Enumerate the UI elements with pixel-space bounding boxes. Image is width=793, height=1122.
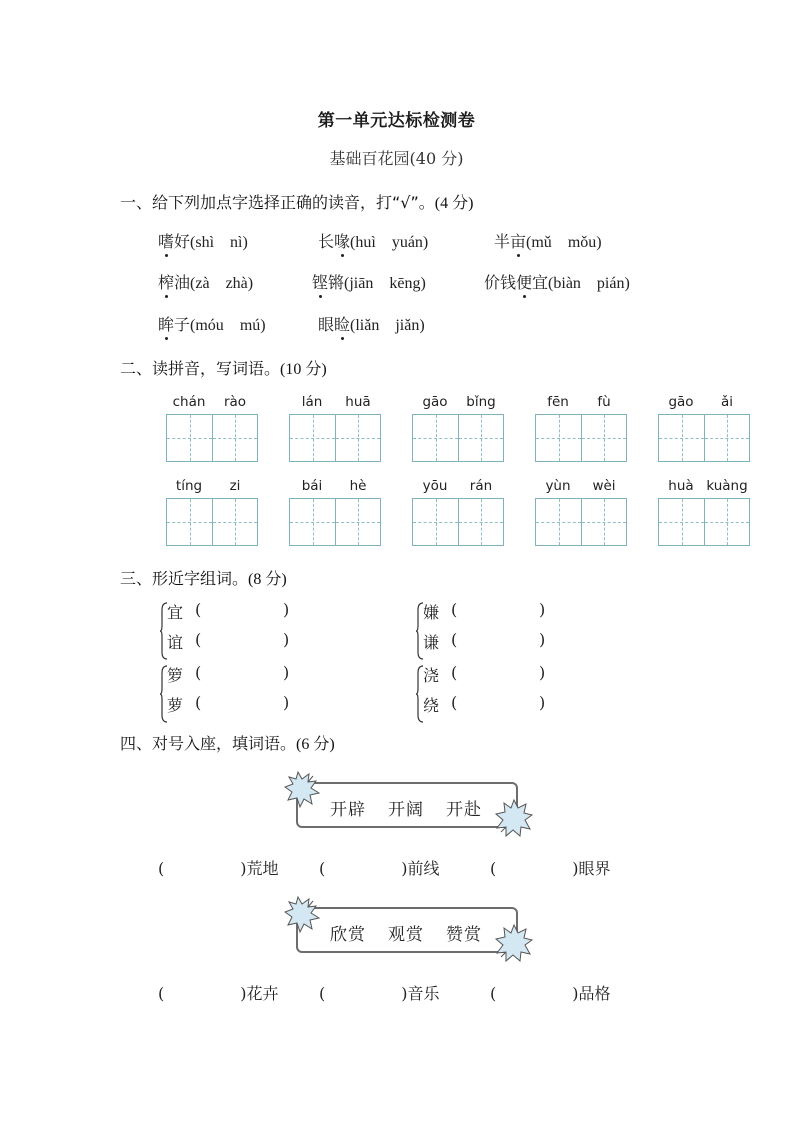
- dotted-char: 睑: [334, 312, 350, 335]
- write-cell[interactable]: [212, 415, 257, 461]
- q3-heading: [120, 566, 287, 589]
- char-row[interactable]: 箩 ( ): [167, 663, 290, 685]
- pinyin-label: yùn wèi: [545, 478, 616, 494]
- pinyin-label: gāo ǎi: [668, 394, 734, 410]
- word-bank-banner-1: [284, 770, 534, 840]
- target-word: 品格: [578, 984, 611, 1003]
- pinyin-label: tíng zi: [175, 478, 241, 494]
- char-group-4: [416, 663, 616, 725]
- char-group-2: [416, 600, 616, 662]
- write-cell[interactable]: [581, 499, 626, 545]
- pinyin-label: huà kuàng: [668, 478, 748, 494]
- write-cell[interactable]: [413, 415, 458, 461]
- char: 浇: [423, 666, 440, 685]
- char-row[interactable]: 浇 ( ): [423, 663, 546, 685]
- write-cell[interactable]: [212, 499, 257, 545]
- char: 谦: [423, 633, 440, 652]
- char: 萝: [167, 696, 184, 715]
- bank-word: 赞赏: [446, 925, 482, 945]
- tianzige-grid[interactable]: [535, 498, 627, 546]
- maple-leaf-icon: [494, 923, 534, 963]
- bank-word: 开辟: [330, 800, 366, 820]
- tianzige-grid[interactable]: [658, 414, 750, 462]
- write-cell[interactable]: [536, 415, 581, 461]
- char-row[interactable]: 谊 ( ): [167, 630, 290, 652]
- q1-heading: [120, 190, 473, 213]
- q1-item-6[interactable]: 价钱便宜(biàn pián): [484, 270, 630, 293]
- write-cell[interactable]: [704, 415, 749, 461]
- pinyin-option[interactable]: pián: [596, 275, 625, 292]
- q1-heading-text: 一、给下列加点字选择正确的读音，打“√”。: [120, 193, 435, 212]
- maple-leaf-icon: [494, 798, 534, 838]
- pinyin-option[interactable]: mǔ: [531, 234, 552, 251]
- char: 宜: [167, 603, 184, 622]
- dotted-char: 嗜: [158, 229, 174, 252]
- q2-score: (10 分): [280, 361, 327, 378]
- item-text: 好: [174, 232, 191, 251]
- char-row[interactable]: 绕 ( ): [423, 693, 546, 715]
- banner-words: [330, 795, 504, 820]
- pinyin-option[interactable]: kēng: [389, 275, 421, 292]
- item-text: 长: [318, 232, 335, 251]
- q1-item-5[interactable]: 铿锵(jiān kēng): [312, 270, 426, 293]
- pinyin-option[interactable]: jiǎn: [395, 317, 420, 334]
- q1-item-7[interactable]: 眸子(móu mú): [158, 312, 266, 335]
- write-cell[interactable]: [167, 415, 212, 461]
- pinyin-option[interactable]: nì: [230, 234, 243, 251]
- write-cell[interactable]: [458, 415, 503, 461]
- target-word: 花卉: [246, 984, 279, 1003]
- section-subtitle: 基础百花园(40 分): [329, 149, 464, 168]
- dotted-char: 眸: [158, 312, 174, 335]
- pinyin-label: bái hè: [301, 478, 367, 494]
- pinyin-option[interactable]: biàn: [553, 275, 581, 292]
- item-text: 半: [494, 232, 511, 251]
- fill-blank-5[interactable]: ( )音乐: [319, 984, 440, 1003]
- item-text: 眼: [318, 315, 335, 334]
- tianzige-grid[interactable]: [658, 498, 750, 546]
- write-cell[interactable]: [167, 499, 212, 545]
- tianzige-grid[interactable]: [412, 498, 504, 546]
- write-cell[interactable]: [335, 499, 380, 545]
- dotted-char: 喙: [334, 229, 350, 252]
- target-word: 眼界: [578, 859, 611, 878]
- tianzige-grid[interactable]: [166, 414, 258, 462]
- dotted-char: 榨: [158, 270, 174, 293]
- pinyin-option[interactable]: liǎn: [355, 317, 380, 334]
- item-text: 子: [174, 315, 191, 334]
- maple-leaf-icon: [284, 895, 324, 935]
- target-word: 荒地: [246, 859, 279, 878]
- target-word: 前线: [407, 859, 440, 878]
- dotted-char: 亩: [510, 229, 526, 252]
- q1-item-4[interactable]: 榨油(zà zhà): [158, 270, 253, 293]
- char: 嫌: [423, 603, 440, 622]
- tianzige-grid[interactable]: [535, 414, 627, 462]
- q1-item-8[interactable]: 眼睑(liǎn jiǎn): [318, 312, 425, 335]
- dotted-char: 便: [516, 270, 532, 293]
- char-row[interactable]: 萝 ( ): [167, 693, 290, 715]
- write-cell[interactable]: [536, 499, 581, 545]
- char-group-3: [160, 663, 360, 725]
- char-row[interactable]: 宜 ( ): [167, 600, 290, 622]
- bank-word: 开赴: [446, 800, 482, 820]
- item-text: 价钱: [484, 273, 517, 292]
- dotted-char: 铿: [312, 270, 328, 293]
- page-title: 第一单元达标检测卷: [317, 111, 476, 131]
- pinyin-option[interactable]: jiān: [349, 275, 374, 292]
- q1-item-3[interactable]: 半亩(mǔ mǒu): [494, 229, 602, 252]
- write-cell[interactable]: [659, 499, 704, 545]
- q2-heading: [120, 356, 327, 379]
- pinyin-label: gāo bǐng: [422, 394, 496, 410]
- pinyin-label: lán huā: [301, 394, 371, 410]
- write-cell[interactable]: [659, 415, 704, 461]
- fill-blank-2[interactable]: ( )前线: [319, 859, 440, 878]
- char-row[interactable]: 嫌 ( ): [423, 600, 546, 622]
- char: 谊: [167, 633, 184, 652]
- pinyin-label: chán rào: [172, 394, 247, 410]
- pinyin-option[interactable]: mú: [239, 317, 261, 334]
- item-text: 油: [174, 273, 191, 292]
- write-cell[interactable]: [335, 415, 380, 461]
- fill-blank-3[interactable]: ( )眼界: [490, 859, 611, 878]
- target-word: 音乐: [407, 984, 440, 1003]
- write-cell[interactable]: [458, 499, 503, 545]
- q4-score: (6 分): [296, 736, 335, 753]
- pinyin-option[interactable]: zhà: [225, 275, 248, 292]
- fill-blank-6[interactable]: ( )品格: [490, 984, 611, 1003]
- item-text: 宜: [532, 273, 549, 292]
- tianzige-grid[interactable]: [412, 414, 504, 462]
- q3-score: (8 分): [248, 571, 287, 588]
- fill-blank-1[interactable]: ( )荒地: [158, 859, 279, 878]
- pinyin-option[interactable]: huì: [355, 234, 376, 251]
- char: 箩: [167, 666, 184, 685]
- char: 绕: [423, 696, 440, 715]
- maple-leaf-icon: [284, 770, 324, 810]
- pinyin-option[interactable]: yuán: [391, 234, 423, 251]
- bank-word: 开阔: [388, 800, 424, 820]
- bank-word: 观赏: [388, 925, 424, 945]
- write-cell[interactable]: [704, 499, 749, 545]
- fill-blank-4[interactable]: ( )花卉: [158, 984, 279, 1003]
- write-cell[interactable]: [290, 415, 335, 461]
- q1-item-2[interactable]: 长喙(huì yuán): [318, 229, 428, 252]
- q4-heading-text: 四、对号入座，填词语。: [120, 734, 297, 753]
- tianzige-grid[interactable]: [289, 498, 381, 546]
- tianzige-grid[interactable]: [166, 498, 258, 546]
- write-cell[interactable]: [581, 415, 626, 461]
- write-cell[interactable]: [413, 499, 458, 545]
- pinyin-label: yōu rán: [422, 478, 493, 494]
- tianzige-grid[interactable]: [289, 414, 381, 462]
- q2-heading-text: 二、读拼音，写词语。: [120, 359, 281, 378]
- pinyin-label: fēn fù: [547, 394, 611, 410]
- banner-words: [330, 920, 504, 945]
- pinyin-option[interactable]: zà: [195, 275, 210, 292]
- q1-item-1[interactable]: 嗜好(shì nì): [158, 229, 248, 252]
- pinyin-option[interactable]: shì: [195, 234, 215, 251]
- pinyin-option[interactable]: móu: [195, 317, 224, 334]
- write-cell[interactable]: [290, 499, 335, 545]
- q3-heading-text: 三、形近字组词。: [120, 569, 249, 588]
- q4-heading: [120, 731, 335, 754]
- word-bank-banner-2: [284, 895, 534, 965]
- char-row[interactable]: 谦 ( ): [423, 630, 546, 652]
- q1-score: (4 分): [434, 195, 474, 212]
- char-group-1: [160, 600, 360, 662]
- bank-word: 欣赏: [330, 925, 366, 945]
- pinyin-option[interactable]: mǒu: [567, 234, 597, 251]
- item-text: 锵: [328, 273, 345, 292]
